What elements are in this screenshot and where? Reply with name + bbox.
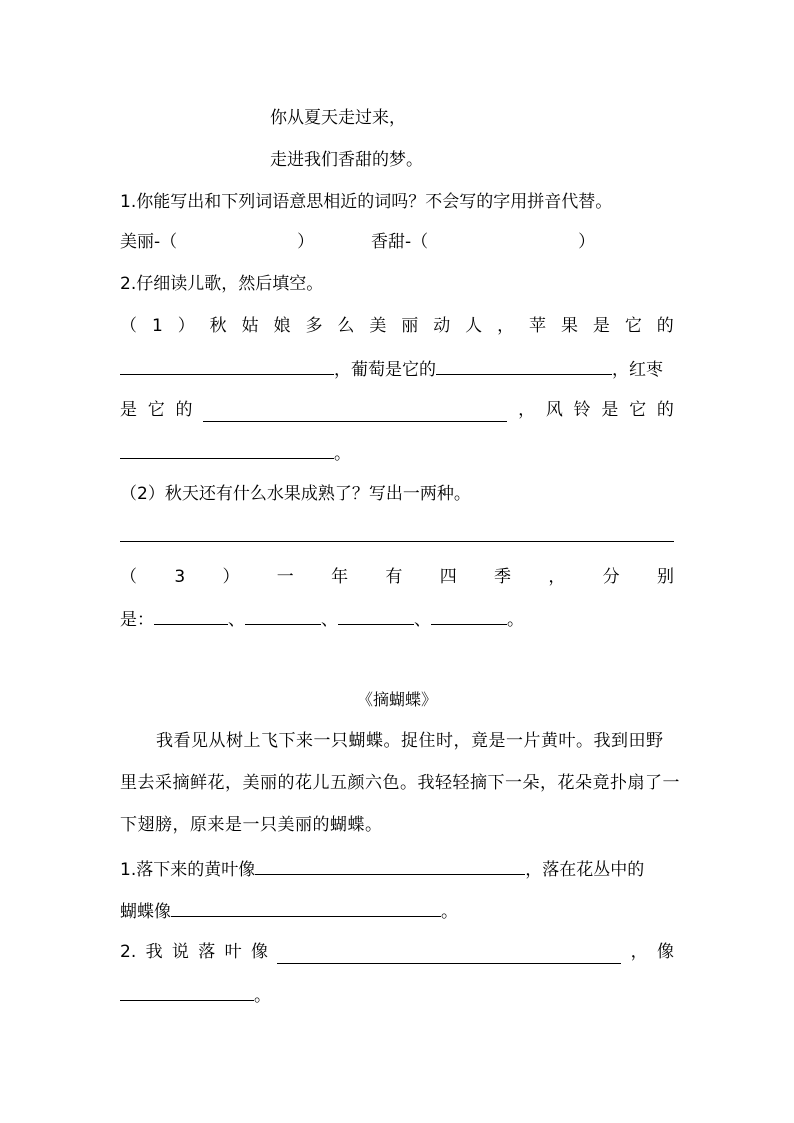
char: 分 <box>602 567 620 587</box>
char: 别 <box>656 567 674 587</box>
char: 像 <box>656 942 674 962</box>
sub1-end-text: ，红枣 <box>612 360 663 380</box>
question-2-sub1-line3 <box>120 398 674 422</box>
question-2-sub1-line2 <box>120 356 674 382</box>
char: 季 <box>494 567 512 587</box>
question-2-sub3-line1 <box>120 565 674 589</box>
char: 的 <box>175 400 193 420</box>
passage-q1-period: 。 <box>441 902 458 922</box>
char: 多 <box>305 316 323 336</box>
word-meili-label: 美丽-（ <box>120 232 178 252</box>
char: ， <box>548 567 566 587</box>
char: ， <box>630 942 648 962</box>
word-xiangtian-label: 香甜-（ <box>370 232 429 252</box>
question-2-sub1-line1 <box>120 314 674 338</box>
char: 落 <box>198 942 216 962</box>
passage-title: 《摘蝴蝶》 <box>356 690 437 709</box>
question-1-prompt: 1.你能写出和下列词语意思相近的词吗？不会写的字用拼音代替。 <box>120 192 613 212</box>
char: 铃 <box>573 400 591 420</box>
answer-blank-grape[interactable] <box>436 356 612 375</box>
answer-blank-jujube[interactable] <box>203 403 507 422</box>
char: 是 <box>592 316 610 336</box>
passage-text: 我看见从树上飞下来一只蝴蝶。捉住时，竟是一片黄叶。我到田野里去采摘鲜花，美丽的花儿五颜六色。我轻轻摘下一朵，花朵竟扑扇了一下翅膀，原来是一只美丽的蝴蝶。 <box>120 731 680 835</box>
answer-blank-leaf[interactable] <box>255 856 525 875</box>
question-2-sub2: （2）秋天还有什么水果成熟了？写出一两种。 <box>120 484 471 504</box>
sub3-sep: 、 <box>414 610 431 630</box>
sub1-mid-text: ，葡萄是它的 <box>334 360 436 380</box>
char: 叶 <box>224 942 242 962</box>
passage-question-1-line2 <box>120 898 674 924</box>
answer-2-close: ） <box>578 232 596 252</box>
char: 说 <box>171 942 189 962</box>
char: 风 <box>545 400 563 420</box>
question-2-sub3-line2 <box>120 606 674 632</box>
passage-q1-mid: ，落在花丛中的 <box>525 860 645 880</box>
char: 1 <box>151 316 163 336</box>
sub3-period: 。 <box>507 610 524 630</box>
char: ， <box>497 316 515 336</box>
answer-blank-like[interactable] <box>120 982 254 1001</box>
question-1-answers <box>120 230 674 254</box>
answer-blank-butterfly[interactable] <box>171 898 441 917</box>
char: 姑 <box>241 316 259 336</box>
char: 它 <box>624 316 642 336</box>
char: ） <box>222 567 240 587</box>
char: 四 <box>439 567 457 587</box>
char: （ <box>120 567 137 587</box>
char: 动 <box>433 316 451 336</box>
answer-blank-fallen-leaf[interactable] <box>277 945 621 964</box>
char: 2. <box>120 942 137 962</box>
char: 果 <box>560 316 578 336</box>
char: 像 <box>250 942 268 962</box>
char: 是 <box>120 400 137 420</box>
char: 3 <box>174 567 186 587</box>
char: ） <box>177 316 195 336</box>
char: 秋 <box>209 316 227 336</box>
char: 美 <box>369 316 387 336</box>
answer-1-close: ） <box>297 232 315 252</box>
passage-q2-period: 。 <box>254 986 271 1006</box>
char: ， <box>518 400 536 420</box>
poem-line-1: 你从夏天走过来， <box>270 108 406 128</box>
answer-blank-season-3[interactable] <box>338 606 414 625</box>
char: 人 <box>465 316 483 336</box>
passage-question-2-line1 <box>120 940 674 964</box>
answer-blank-season-4[interactable] <box>431 606 507 625</box>
sub1-period: 。 <box>334 444 351 464</box>
passage-question-1-line1 <box>120 856 674 882</box>
answer-blank-windbell[interactable] <box>120 440 334 459</box>
passage-question-2-line2 <box>120 982 674 1008</box>
sub3-sep: 、 <box>321 610 338 630</box>
passage-q1-line2-lead: 蝴蝶像 <box>120 902 171 922</box>
char: 我 <box>145 942 163 962</box>
passage-q1-lead: 1.落下来的黄叶像 <box>120 860 256 880</box>
answer-blank-season-1[interactable] <box>154 606 228 625</box>
char: 娘 <box>273 316 291 336</box>
answer-blank-apple[interactable] <box>120 356 334 375</box>
question-2-prompt: 2.仔细读儿歌，然后填空。 <box>120 274 324 294</box>
char: 是 <box>601 400 619 420</box>
char: 年 <box>331 567 349 587</box>
answer-blank-season-2[interactable] <box>245 606 321 625</box>
char: 苹 <box>529 316 547 336</box>
char: 一 <box>276 567 294 587</box>
question-2-sub1-line4 <box>120 440 674 466</box>
char: 它 <box>629 400 647 420</box>
sub3-lead: 是： <box>120 610 154 630</box>
poem-line-2: 走进我们香甜的梦。 <box>270 150 423 170</box>
answer-rule-fruits[interactable] <box>120 541 674 542</box>
char: 丽 <box>401 316 419 336</box>
char: （ <box>120 316 137 336</box>
char: 么 <box>337 316 355 336</box>
char: 的 <box>656 316 674 336</box>
char: 的 <box>656 400 674 420</box>
char: 有 <box>385 567 403 587</box>
sub3-sep: 、 <box>228 610 245 630</box>
char: 它 <box>147 400 165 420</box>
